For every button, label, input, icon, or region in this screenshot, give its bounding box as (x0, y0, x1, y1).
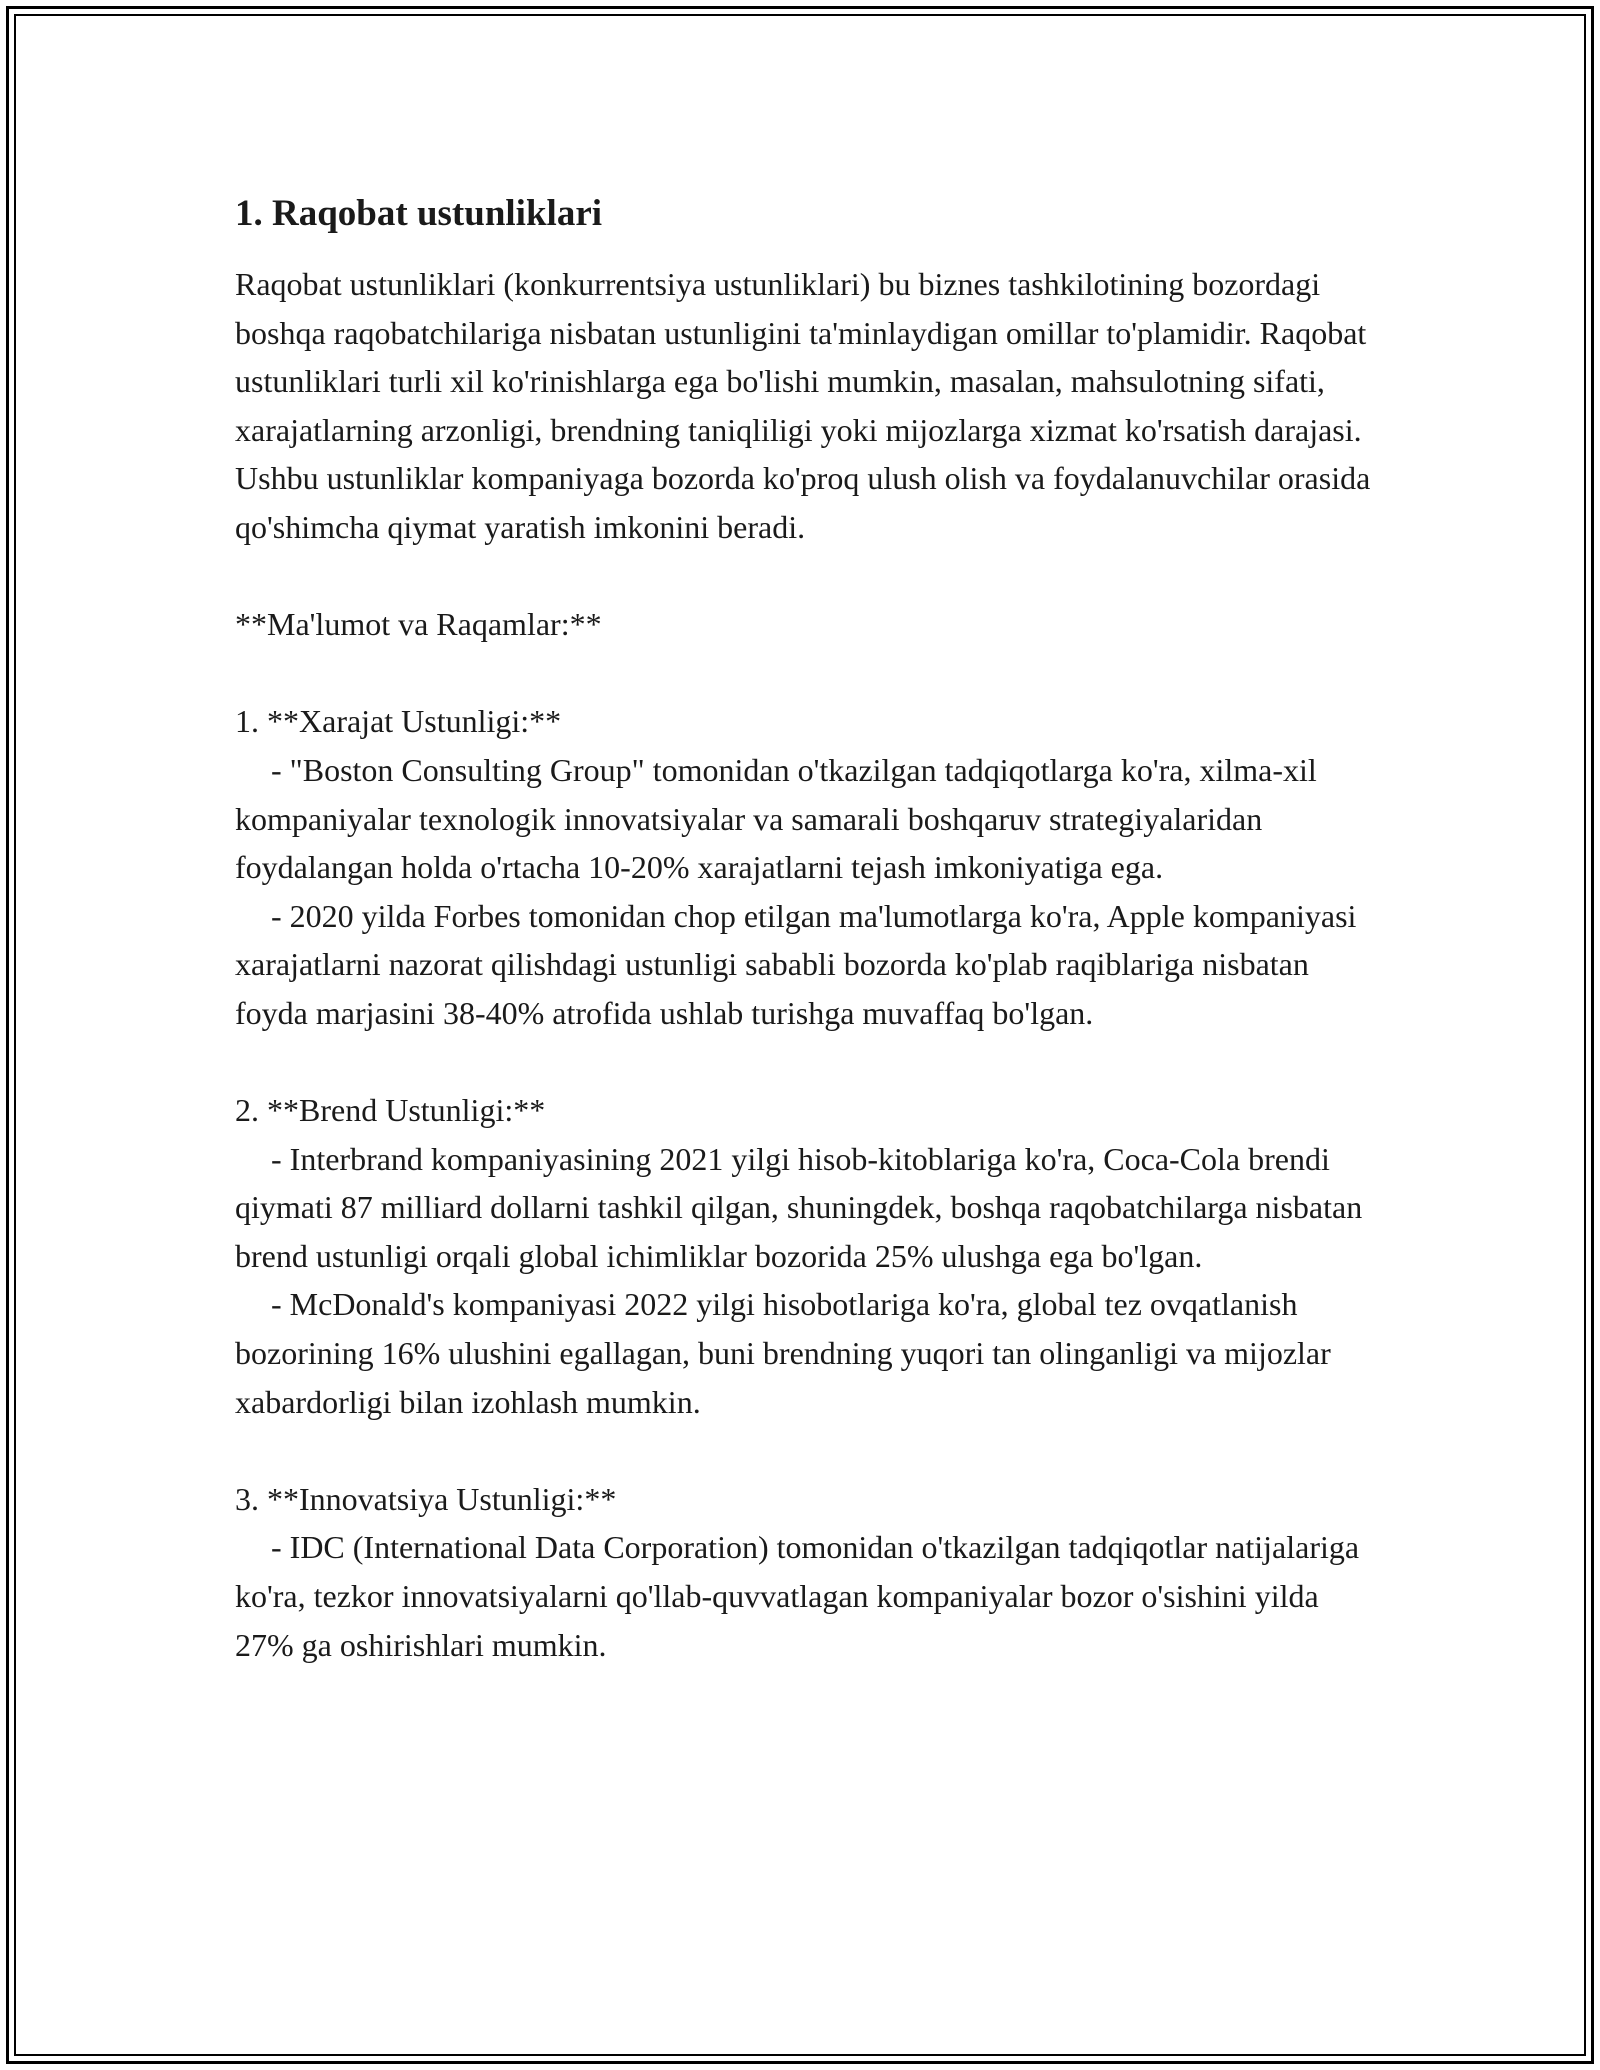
data-heading: **Ma'lumot va Raqamlar:** (235, 606, 602, 643)
intro-paragraph: Raqobat ustunliklari (konkurrentsiya ustunliklari) bu biznes tashkilotining bozordagi boshqa raqobatchilariga nisbatan ustunligini ta'minlaydigan omillar to'plamidir. Raqobat ustunliklari turli xil ko'rinishlarga ega bo'lishi mumkin, masalan, mahsulotning sifati, xarajatlarning arzonligi, brendning taniqliligi yoki mijozlarga xizmat ko'rsatish darajasi. Ushbu ustunliklar kompaniyaga bozorda ko'proq ulush olish va foydalanuvchilar orasida qo'shimcha qiymat yaratish imkonini beradi. (235, 266, 1371, 545)
blank-line (235, 552, 1380, 601)
list-item-bullet: - "Boston Consulting Group" tomonidan o'tkazilgan tadqiqotlarga ko'ra, xilma-xil kompaniyalar texnologik innovatsiyalar va samarali boshqaruv strategiyalaridan foydalangan holda o'rtacha 10-20% xarajatlarni tejash imkoniyatiga ega. (235, 751, 1317, 886)
blank-line (235, 1426, 1380, 1475)
list-item-bullet: - Interbrand kompaniyasining 2021 yilgi hisob-kitoblariga ko'ra, Coca-Cola brendi qiymati 87 milliard dollarni tashkil qilgan, shuningdek, boshqa raqobatchilarga nisbatan brend ustunligi orqali global ichimliklar bozorida 25% ulushga ega bo'lgan. (235, 1140, 1363, 1274)
list-item-bullet: - IDC (International Data Corporation) tomonidan o'tkazilgan tadqiqotlar natijalariga ko'ra, tezkor innovatsiyalarni qo'llab-quvvatlagan kompaniyalar bozor o'sishini yilda 27% ga oshirishlari mumkin. (235, 1529, 1360, 1663)
list-item-title: 1. **Xarajat Ustunligi:** (235, 703, 562, 740)
section-heading: 1. Raqobat ustunliklari (235, 193, 603, 234)
blank-line (235, 649, 1380, 698)
document-body (235, 188, 1380, 1669)
list-item-bullet: - 2020 yilda Forbes tomonidan chop etilgan ma'lumotlarga ko'ra, Apple kompaniyasi xarajatlarni nazorat qilishdagi ustunligi sababli bozorda ko'plab raqiblariga nisbatan foyda marjasini 38-40% atrofida ushlab turishga muvaffaq bo'lgan. (235, 897, 1357, 1031)
list-item-cost (235, 697, 1380, 1037)
list-item-innovation (235, 1475, 1380, 1669)
list-item-brand (235, 1086, 1380, 1426)
list-item-bullet: - McDonald's kompaniyasi 2022 yilgi hisobotlariga ko'ra, global tez ovqatlanish bozorining 16% ulushini egallagan, buni brendning yuqori tan olinganligi va mijozlar xabardorligi bilan izohlash mumkin. (235, 1286, 1331, 1420)
list-item-title: 3. **Innovatsiya Ustunligi:** (235, 1480, 617, 1517)
blank-line (235, 1038, 1380, 1087)
list-item-title: 2. **Brend Ustunligi:** (235, 1092, 546, 1129)
